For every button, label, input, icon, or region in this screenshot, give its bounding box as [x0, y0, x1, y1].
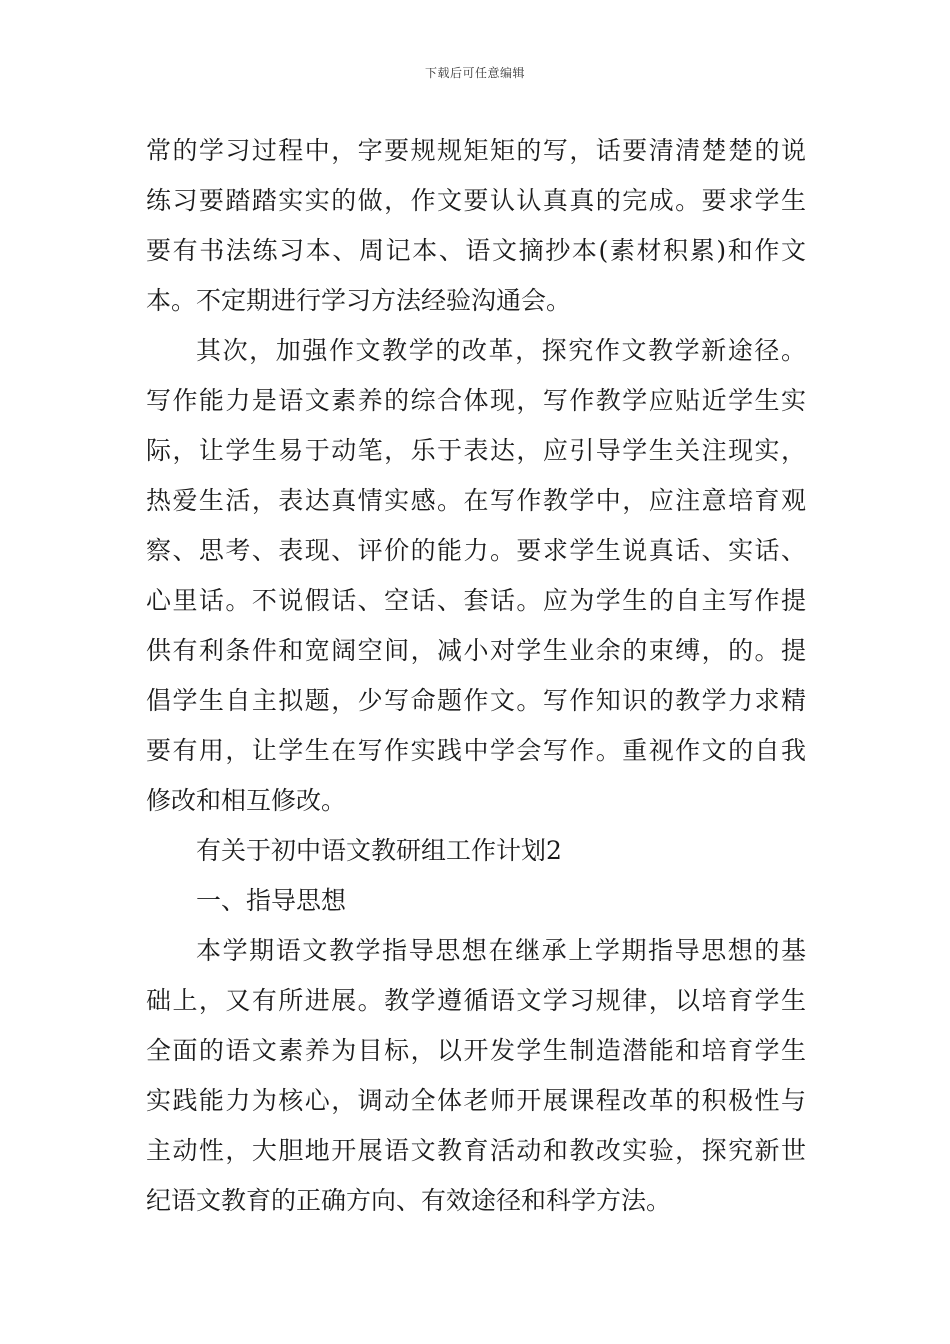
text-line: 纪语文教育的正确方向、有效途径和科学方法。 [146, 1186, 672, 1215]
text-line: 其次，加强作文教学的改革，探究作文教学新途径。 [196, 336, 806, 365]
text-line: 有关于初中语文教研组工作计划2 [196, 836, 562, 865]
page-header: 下载后可任意编辑 [424, 66, 525, 80]
text-line: 础上，又有所进展。教学遵循语文学习规律，以培育学生 [146, 986, 806, 1015]
text-line: 倡学生自主拟题，少写命题作文。写作知识的教学力求精 [146, 686, 806, 715]
text-line: 本学期语文教学指导思想在继承上学期指导思想的基 [196, 936, 806, 965]
text-line: 本。不定期进行学习方法经验沟通会。 [146, 286, 572, 315]
text-line: 供有利条件和宽阔空间，减小对学生业余的束缚，的。提 [146, 636, 806, 665]
text-line: 主动性，大胆地开展语文教育活动和教改实验，探究新世 [146, 1136, 806, 1165]
text-line: 练习要踏踏实实的做，作文要认认真真的完成。要求学生 [146, 186, 806, 215]
text-line: 心里话。不说假话、空话、套话。应为学生的自主写作提 [146, 586, 806, 615]
text-line: 一、指导思想 [196, 886, 347, 915]
text-line: 察、思考、表现、评价的能力。要求学生说真话、实话、 [146, 536, 806, 565]
text-line: 常的学习过程中，字要规规矩矩的写，话要清清楚楚的说 [146, 136, 806, 165]
text-line: 全面的语文素养为目标，以开发学生制造潜能和培育学生 [146, 1036, 806, 1065]
text-line: 要有用，让学生在写作实践中学会写作。重视作文的自我 [146, 736, 806, 765]
text-line: 要有书法练习本、周记本、语文摘抄本(素材积累)和作文 [146, 236, 806, 265]
text-line: 写作能力是语文素养的综合体现，写作教学应贴近学生实 [146, 386, 806, 415]
document-body [146, 126, 806, 1226]
text-line: 修改和相互修改。 [146, 786, 347, 815]
text-line: 际，让学生易于动笔，乐于表达，应引导学生关注现实， [146, 436, 806, 465]
text-line: 热爱生活，表达真情实感。在写作教学中，应注意培育观 [146, 486, 806, 515]
text-line: 实践能力为核心，调动全体老师开展课程改革的积极性与 [146, 1086, 806, 1115]
